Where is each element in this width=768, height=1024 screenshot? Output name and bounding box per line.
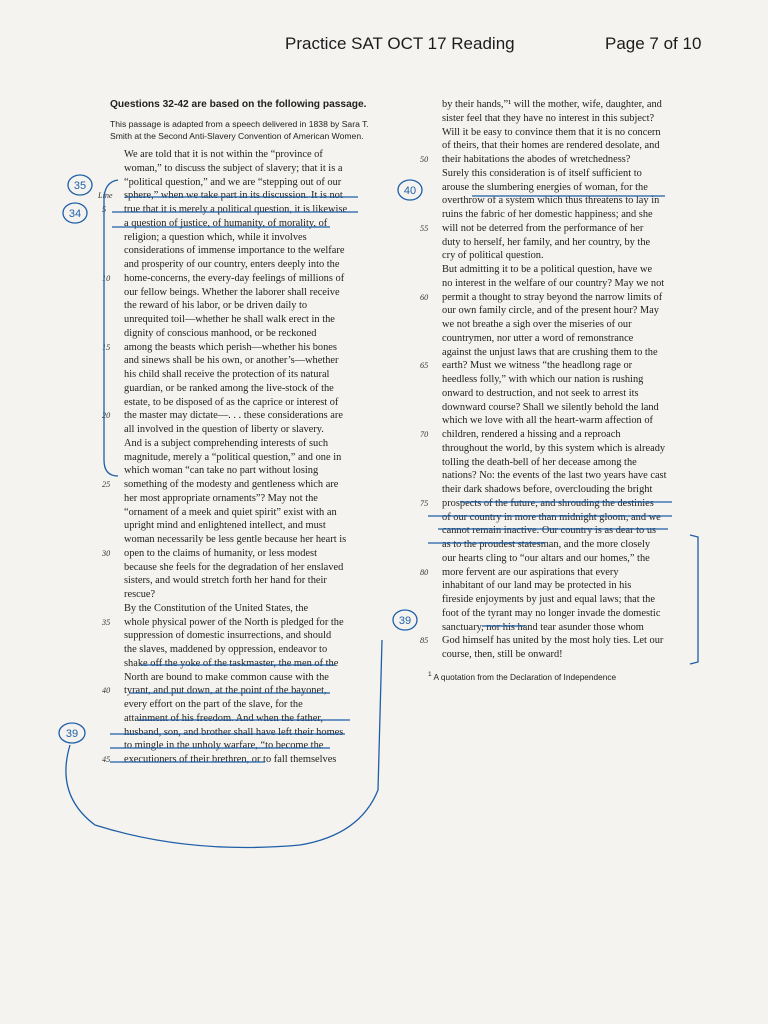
passage-paragraph	[420, 98, 690, 263]
passage-line: sisters, and would stretch forth her hand for their	[124, 575, 327, 587]
passage-line: the reward of his labor, or be driven daily to	[124, 300, 308, 312]
line-number: 75	[420, 498, 429, 508]
line-number: 80	[420, 567, 429, 577]
passage-line: the slaves, maddened by oppression, endeavor to	[124, 644, 328, 655]
passage-line: no interest in the welfare of our country? May we not	[442, 277, 665, 289]
line-number: 70	[420, 430, 429, 439]
passage-line: open to the claims of humanity, or less modest 30	[110, 547, 372, 561]
passage-line: throughout the world, by this system which is already	[442, 442, 666, 454]
passage-line: our fellow beings. Whether the laborer shall receive	[124, 286, 340, 298]
passage-line: religion; a question which, while it involves	[124, 231, 307, 243]
passage-line: By the Constitution of the United States, the	[124, 602, 309, 614]
passage-line: “political question,” and we are “stepping out of our	[124, 176, 342, 188]
line-number: 55	[420, 223, 429, 233]
passage-line: dignity of conscious manhood, or be reckoned	[124, 327, 317, 339]
right-column	[420, 98, 690, 684]
passage-line: by their hands,”¹ will the mother, wife, daughter, and	[442, 99, 662, 110]
passage-line: which woman “can take no part without losing	[124, 465, 319, 477]
passage-line: her most appropriate ornaments”? May not the	[124, 492, 318, 504]
annotation-34: 34	[68, 208, 82, 220]
document-title: Practice SAT OCT 17 Reading	[285, 34, 515, 53]
annotation-39-left: 39	[65, 728, 79, 740]
annotation-39-right: 39	[398, 615, 412, 627]
passage-line: But admitting it to be a political question, have we	[442, 264, 653, 275]
passage-line: against the unjust laws that are crushing them to the	[442, 346, 658, 358]
passage-line: arouse the slumbering energies of woman, for the	[442, 181, 648, 193]
passage-line: among the beasts which perish—whether his bones 15	[110, 341, 372, 355]
passage-paragraph	[102, 602, 372, 767]
passage-line: whole physical power of the North is pledged for the 35	[110, 616, 372, 630]
passage-line: more fervent are our aspirations that every 80	[428, 566, 690, 580]
passage-line: the master may dictate—. . . these considerations are 20	[110, 409, 372, 423]
passage-line: something of the modesty and gentleness which are 25	[110, 478, 372, 492]
bracket-right-lines-76-86	[690, 535, 698, 664]
passage-line: their habitations the abodes of wretchedness? 50	[428, 153, 690, 167]
passage-line: our hearts cling to “our altars and our homes,” the	[442, 552, 650, 564]
passage-line: and prosperity of our country, enters deeply into the	[124, 259, 340, 270]
passage-line: woman necessarily be less gentle because her heart is	[124, 534, 347, 545]
line-number: 30	[102, 548, 111, 558]
passage-line: tolling the death-bell of her decease among the	[442, 456, 637, 468]
passage-line: suppression of domestic insurrections, and should	[124, 630, 332, 642]
passage-line: countrymen, nor utter a word of remonstrance	[442, 332, 634, 344]
passage-line: ruins the fabric of her domestic happiness; and she	[442, 209, 653, 220]
page-number: Page 7 of 10	[605, 34, 702, 53]
line-number: 25	[102, 480, 111, 489]
passage-line: God himself has united by the most holy ties. Let our 85	[428, 634, 690, 648]
passage-line: true that it is merely a political question, it is likewise 5	[110, 203, 372, 217]
passage-line: earth? Must we witness “the headlong rage or 65	[428, 359, 690, 373]
passage-paragraph	[420, 263, 690, 662]
line-number: 20	[102, 411, 111, 421]
question-circle-39-right	[393, 610, 417, 630]
line-number: 60	[420, 292, 429, 302]
passage-line: Surely this consideration is of itself sufficient to	[442, 167, 642, 179]
passage-line: guardian, or be ranked among the live-stock of the	[124, 382, 334, 394]
passage-line: sister feel that they have no interest in this subject?	[442, 112, 655, 124]
passage-line: we not breathe a sigh over the miseries of our	[442, 319, 632, 330]
passage-line: husband, son, and brother shall have left their homes	[124, 726, 344, 738]
passage-left-text	[98, 148, 372, 767]
passage-line: And is a subject comprehending interests of such	[124, 437, 329, 449]
passage-line: to mingle in the unholy warfare, “to become the	[124, 740, 324, 752]
question-heading: Questions 32-42 are based on the following passage.	[110, 99, 367, 110]
line-label: Line	[98, 191, 113, 201]
line-number: 5	[102, 205, 107, 214]
passage-paragraph	[98, 148, 372, 437]
footnote	[428, 668, 690, 685]
passage-line: duty to herself, her family, and her country, by the	[442, 236, 651, 248]
line-number: 65	[420, 361, 429, 371]
passage-line: will not be deterred from the performance of her 55	[428, 222, 690, 236]
passage-line: unrequited toil—whether he shall walk erect in the	[124, 314, 335, 325]
passage-line: foot of the tyrant may no longer invade the domestic	[442, 607, 661, 619]
passage-line: of our country in more than midnight gloom, and we	[442, 511, 661, 523]
annotation-40: 40	[403, 185, 417, 197]
passage-line: shake off the yoke of the taskmaster, the men of the	[124, 657, 339, 669]
passage-line: executioners of their brethren, or to fall themselves 45	[110, 753, 372, 767]
question-circle-34	[63, 203, 87, 223]
passage-line: onward to destruction, and not seek to arrest its	[442, 387, 639, 399]
passage-line: their dark shadows before, overclouding the bright	[442, 484, 653, 495]
passage-line: We are told that it is not within the “province of	[124, 149, 323, 160]
passage-line: estate, to be disposed of as the caprice or interest of	[124, 396, 339, 408]
passage-right-text	[420, 98, 690, 662]
passage-source: This passage is adapted from a speech delivered in 1838 by Sara T. Smith at the Second Anti-Slavery Convention of American Women.	[110, 119, 369, 141]
page-header	[0, 34, 768, 62]
passage-line: overthrow of a system which thus threatens to lay in	[442, 195, 660, 207]
passage-line: home-concerns, the every-day feelings of millions of 10	[110, 272, 372, 286]
passage-line: a question of justice, of humanity, of morality, of	[124, 217, 328, 229]
passage-line: heedless folly,” with which our nation is rushing	[442, 374, 644, 385]
passage-line: as to the proudest statesman, and the more closely	[442, 539, 651, 550]
passage-line: prospects of the future, and shrouding the destinies 75	[428, 497, 690, 511]
annotation-35: 35	[73, 180, 87, 192]
passage-line: “ornament of a meek and quiet spirit” exist with an	[124, 506, 337, 518]
footnote-text: A quotation from the Declaration of Independence	[433, 671, 617, 682]
line-number: 85	[420, 636, 429, 646]
passage-line: because she feels for the degradation of her enslaved	[124, 561, 344, 573]
passage-line: North are bound to make common cause with the	[124, 671, 329, 683]
passage-line: all involved in the question of liberty or slavery.	[124, 424, 324, 435]
question-circle-39-left	[59, 723, 85, 743]
passage-line: Will it be easy to convince them that it is no concern	[442, 126, 661, 138]
passage-line: woman,” to discuss the subject of slavery; that it is a	[124, 162, 343, 174]
passage-line: upright mind and enlightened intellect, and must	[124, 520, 326, 532]
line-number: 45	[102, 755, 111, 764]
passage-line: rescue?	[124, 589, 156, 600]
passage-line: magnitude, merely a “political question,” and one in	[124, 451, 342, 463]
passage-line: of theirs, that their homes are rendered desolate, and	[442, 140, 660, 152]
passage-line: attainment of his freedom. And when the father,	[124, 712, 323, 724]
passage-line: cannot remain inactive. Our country is as dear to us	[442, 525, 657, 537]
passage-line: children, rendered a hissing and a reproach 70	[428, 428, 690, 442]
line-number: 40	[102, 686, 111, 696]
passage-line: sphere,” when we take part in its discussion. It is not Line	[110, 189, 372, 203]
passage-line: which we love with all the heart-warm affection of	[442, 415, 654, 427]
passage-line: tyrant, and put down, at the point of the bayonet, 40	[110, 684, 372, 698]
passage-line: every effort on the part of the slave, for the	[124, 699, 303, 710]
line-number: 50	[420, 155, 429, 164]
passage-line: our own family circle, and of the present hour? May	[442, 305, 659, 317]
line-number: 15	[102, 342, 111, 352]
passage-line: and sinews shall be his own, or another’s—whether	[124, 355, 339, 367]
passage-line: permit a thought to stray beyond the narrow limits of 60	[428, 291, 690, 305]
passage-line: cry of political question.	[442, 250, 544, 262]
passage-line: nations? No: the events of the last two years have cast	[442, 470, 667, 482]
left-column	[98, 98, 372, 767]
passage-line: sanctuary, nor his hand tear asunder those whom	[442, 621, 644, 633]
passage-line: inhabitant of our land may be protected in his	[442, 580, 632, 592]
question-circle-40	[398, 180, 422, 200]
passage-line: considerations of immense importance to the welfare	[124, 245, 345, 257]
passage-line: fireside enjoyments by just and equal laws; that the	[442, 594, 655, 605]
passage-line: course, then, still be onward!	[442, 649, 563, 660]
passage-paragraph	[102, 437, 372, 602]
line-number: 35	[102, 617, 111, 627]
footnote-mark: 1	[428, 670, 432, 678]
passage-line: his child shall receive the protection of its natural	[124, 369, 330, 380]
line-number: 10	[102, 273, 111, 283]
passage-line: downward course? Shall we silently behold the land	[442, 401, 659, 413]
